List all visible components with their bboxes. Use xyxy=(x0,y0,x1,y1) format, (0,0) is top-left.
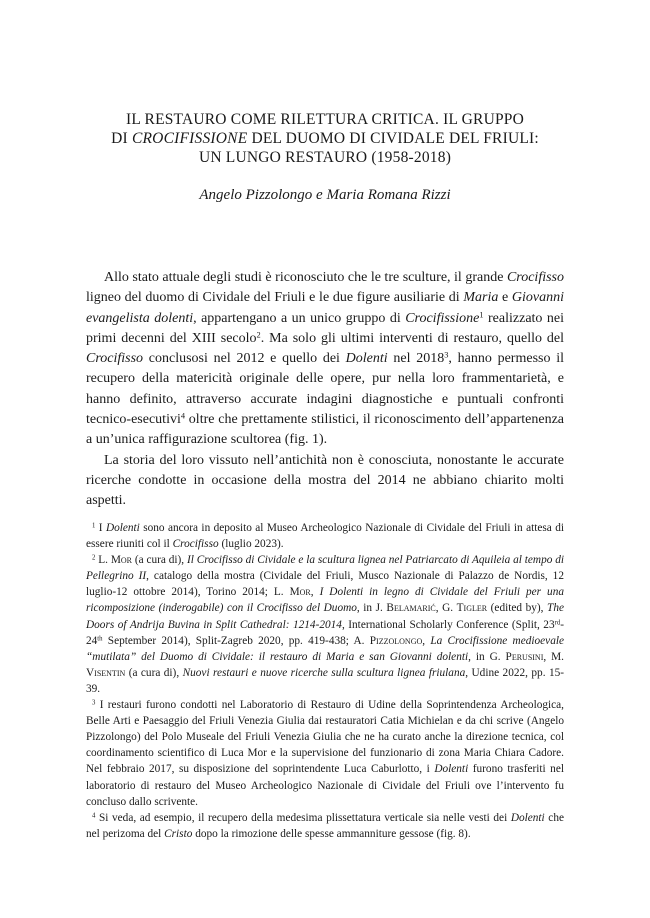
body-paragraph-2: La storia del loro vissuto nell’antichità non è conosciuta, nonostante le accurate ricerche condotte in occasione della mostra del 2014 ne abbiano chiarito molti aspetti. xyxy=(86,452,564,509)
article-title xyxy=(60,110,590,167)
text-run: Si veda, ad esempio, il recupero della medesima plissettatura verticale sia nelle vesti dei xyxy=(99,811,511,824)
italic-text: Dolenti xyxy=(434,763,469,776)
text-run: , appartengano a un unico gruppo di xyxy=(193,310,406,326)
footnote-number: 3 xyxy=(92,699,96,707)
text-run: I restauri furono condotti nel Laboratorio di Restauro di Udine della Soprintendenza Archeologica, Belle Arti e Paesaggio del Friuli Venezia Giulia dai restauratori Catia Michielan e da chi scrive (Angelo Pizzolongo) del Polo Museale del Friuli Venezia Giulia che ne ha curato anche la direzione tecnica, col coordinamento scientifico di Luca Mor e la supervisione del funzionario di zona Maria Chiara Cadore. Nel febbraio 2017, su disposizione del soprintendente Luca Caburlotto, i xyxy=(86,699,565,776)
text-run: conclusosi nel 2012 e quello dei xyxy=(143,351,346,367)
text-run: , International Scholarly Conference (Split, 23 xyxy=(341,618,555,631)
text-run: , Udine 2022, pp. 15-39. xyxy=(86,666,565,695)
text-run: . Ma solo gli ultimi interventi di restauro, quello del xyxy=(260,330,565,346)
text-run: che nel perizoma del xyxy=(86,811,564,840)
footnote-2 xyxy=(86,552,564,697)
text-run: Belamarić xyxy=(386,602,436,615)
text-run: , hanno permesso il recupero della matericità originale delle opere, pur nella loro frammentarietà, e hanno definito, attraverso accurate indagini diagnostiche e puntuali confronti tecnico-esecutivi xyxy=(86,351,564,428)
text-run: , xyxy=(422,634,431,647)
footnote-ref-4[interactable]: 4 xyxy=(180,411,186,421)
text-run: nel 2018 xyxy=(387,351,445,367)
footnote-4 xyxy=(86,810,564,842)
footnote-ref-3[interactable]: 3 xyxy=(444,350,449,360)
text-run: , G. xyxy=(435,602,457,615)
title-line-2 xyxy=(60,129,590,148)
text-run: , catalogo della mostra (Cividale del Friuli, Musco Nazionale di Palazzo de Nordis, 12 luglio-12 ottobre 2014), Torino 2014; L. xyxy=(86,570,564,599)
footnote-ref-2[interactable]: 2 xyxy=(256,330,261,340)
text-run: UN LUNGO RESTAURO (1958-2018) xyxy=(198,149,452,166)
italic-text: Dolenti xyxy=(510,811,545,824)
italic-text: Crocifisso xyxy=(172,538,219,551)
text-run: (a cura di), xyxy=(125,666,183,679)
footnote-ref-1[interactable]: 1 xyxy=(479,309,484,319)
text-run: L. xyxy=(98,554,111,567)
italic-text: Crocifisso xyxy=(506,270,564,285)
text-run: Visentin xyxy=(86,666,126,679)
text-run: ligneo del duomo di Cividale del Friuli e le due figure ausiliarie di xyxy=(86,290,464,306)
italic-text: The Doors of Andrija Buvina in Split Cathedral: 1214-2014 xyxy=(86,602,564,631)
article-authors: Angelo Pizzolongo e Maria Romana Rizzi xyxy=(199,187,451,203)
footnote-3 xyxy=(86,697,564,810)
article-body xyxy=(86,268,564,512)
italic-text: Dolenti xyxy=(105,522,140,534)
text-run: realizzato nei primi decenni del XIII secolo xyxy=(86,310,564,346)
title-line-3 xyxy=(60,148,590,167)
italic-text: Crocifisso xyxy=(86,351,144,367)
superscript: rd xyxy=(554,618,561,626)
italic-text: Il Crocifisso di Cividale e la scultura lignea nel Patriarcato di Aquileia al tempo di Pellegrino II xyxy=(86,554,564,583)
text-run: DI xyxy=(111,130,132,147)
text-run: Mor xyxy=(110,554,132,567)
title-line-1 xyxy=(60,110,590,129)
text-run: I xyxy=(98,522,106,534)
italic-text: Giovanni evangelista dolenti xyxy=(86,290,564,326)
text-run: DEL DUOMO DI CIVIDALE DEL FRIULI: xyxy=(247,130,539,147)
superscript: th xyxy=(97,634,103,642)
text-run: (a cura di), xyxy=(132,554,187,567)
title-italic-crocifissione: CROCIFISSIONE xyxy=(131,130,248,147)
text-run: Perusini xyxy=(505,650,544,663)
text-run: furono trasferiti nel laboratorio di restauro del Museo Archeologico Nazionale di Cividale del Friuli ove l’intervento fu concluso dallo scrivente. xyxy=(86,763,564,808)
body-paragraph-1 xyxy=(86,268,564,451)
italic-text: La Crocifissione medioevale “mutilata” del Duomo di Cividale: il restauro di Maria e san Giovanni dolenti xyxy=(86,634,564,663)
italic-text: Nuovi restauri e nuove ricerche sulla scultura lignea friulana xyxy=(182,666,466,679)
text-run: e xyxy=(498,290,512,306)
text-run: -24 xyxy=(86,618,565,647)
text-run: sono ancora in deposito al Museo Archeologico Nazionale di Cividale del Friuli in attesa di essere riuniti col il xyxy=(86,522,564,551)
text-run: , in J. xyxy=(356,602,387,615)
text-run: , xyxy=(310,586,320,599)
footnotes xyxy=(86,520,564,842)
italic-text: I Dolenti in legno di Cividale del Friuli per una ricomposizione (inderogabile) con il Crocifisso del Duomo xyxy=(86,586,564,615)
text-run: , in G. xyxy=(468,650,506,663)
footnote-number: 4 xyxy=(92,811,96,819)
text-run: (edited by), xyxy=(487,602,548,615)
text-run: Mor xyxy=(289,586,311,599)
text-run: Pizzolongo xyxy=(369,634,423,647)
italic-text: Cristo xyxy=(164,827,193,840)
text-run: September 2014), Split-Zagreb 2020, pp. 419-438; A. xyxy=(102,634,370,647)
text-run: Allo stato attuale degli studi è riconosciuto che le tre sculture, il grande xyxy=(104,270,507,285)
text-run: dopo la rimozione delle spesse ammanniture gessose (fig. 8). xyxy=(192,827,471,840)
text-run: IL RESTAURO COME RILETTURA CRITICA. IL GRUPPO xyxy=(126,111,524,128)
text-run: Tigler xyxy=(456,602,488,615)
footnote-number: 1 xyxy=(92,522,96,530)
footnote-1 xyxy=(86,520,564,552)
footnote-number: 2 xyxy=(92,554,96,562)
italic-text: Crocifissione xyxy=(405,310,480,326)
text-run: oltre che prettamente stilistici, il riconoscimento dell’appartenenza a un’unica raffigurazione scultorea (fig. 1). xyxy=(86,412,564,448)
italic-text: Dolenti xyxy=(345,351,388,367)
text-run: (luglio 2023). xyxy=(218,538,284,551)
italic-text: Maria xyxy=(463,290,499,306)
text-run: , M. xyxy=(543,650,564,663)
